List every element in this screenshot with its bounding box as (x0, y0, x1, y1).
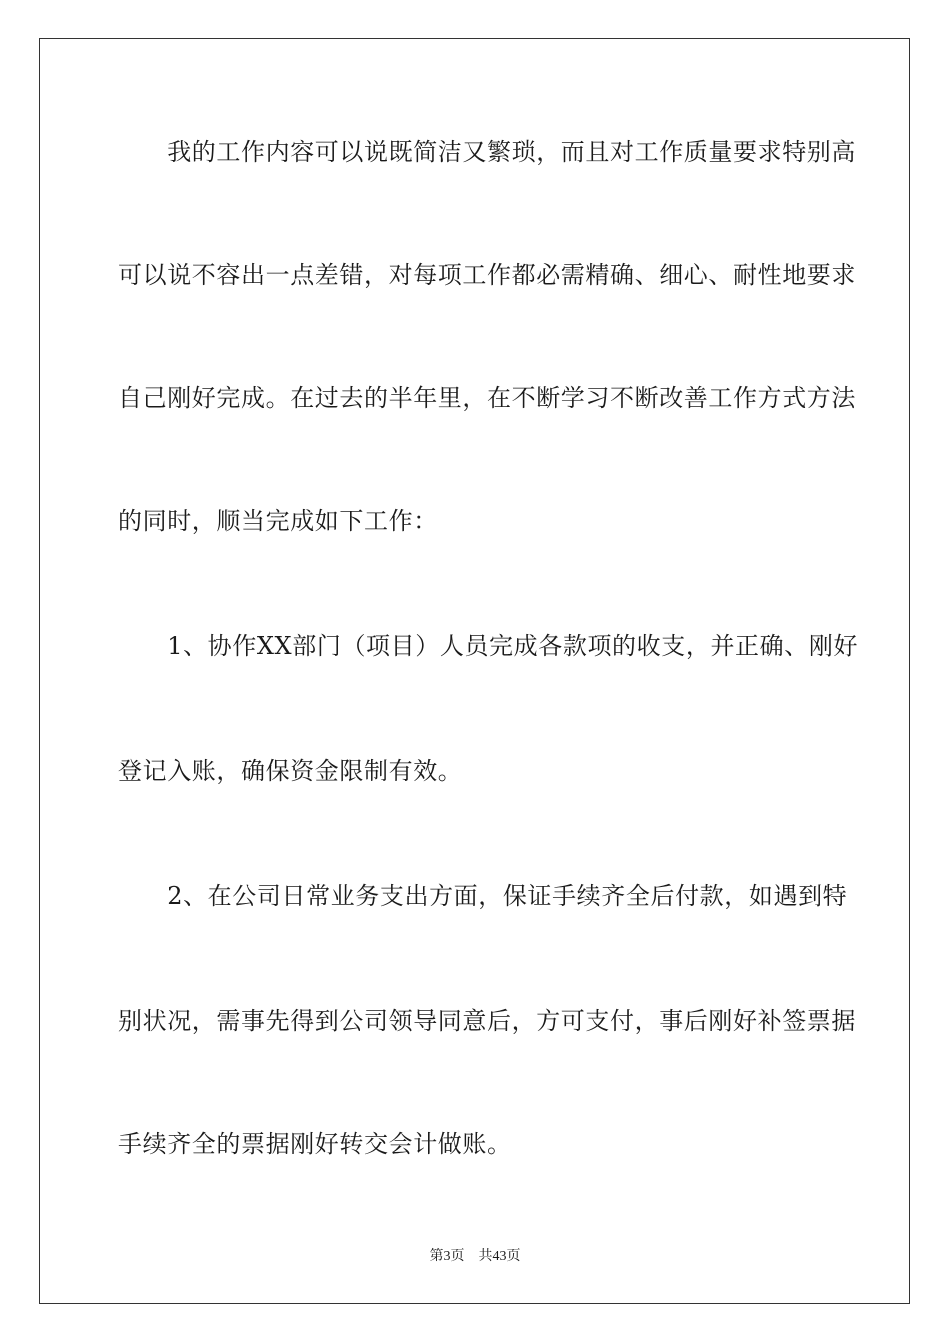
current-page-label: 第3页 (429, 1249, 465, 1264)
page-border (39, 38, 910, 1304)
paragraph-line-4: 的同时，顺当完成如下工作： (118, 507, 438, 535)
paragraph-line-8: 别状况，需事先得到公司领导同意后，方可支付，事后刚好补签票据 (118, 1007, 856, 1035)
paragraph-line-3: 自己刚好完成。在过去的半年里，在不断学习不断改善工作方式方法 (118, 384, 856, 412)
paragraph-line-2: 可以说不容出一点差错，对每项工作都必需精确、细心、耐性地要求 (118, 261, 856, 289)
paragraph-line-7: 2、在公司日常业务支出方面，保证手续齐全后付款，如遇到特 (118, 882, 848, 910)
paragraph-line-5: 1、协作XX部门（项目）人员完成各款项的收支，并正确、刚好 (118, 632, 859, 660)
paragraph-line-1: 我的工作内容可以说既简洁又繁琐，而且对工作质量要求特别高 (118, 138, 856, 166)
page-footer (0, 1248, 950, 1266)
paragraph-line-9: 手续齐全的票据刚好转交会计做账。 (118, 1130, 512, 1158)
paragraph-line-6: 登记入账，确保资金限制有效。 (118, 757, 463, 785)
total-pages-label: 共43页 (478, 1249, 521, 1264)
